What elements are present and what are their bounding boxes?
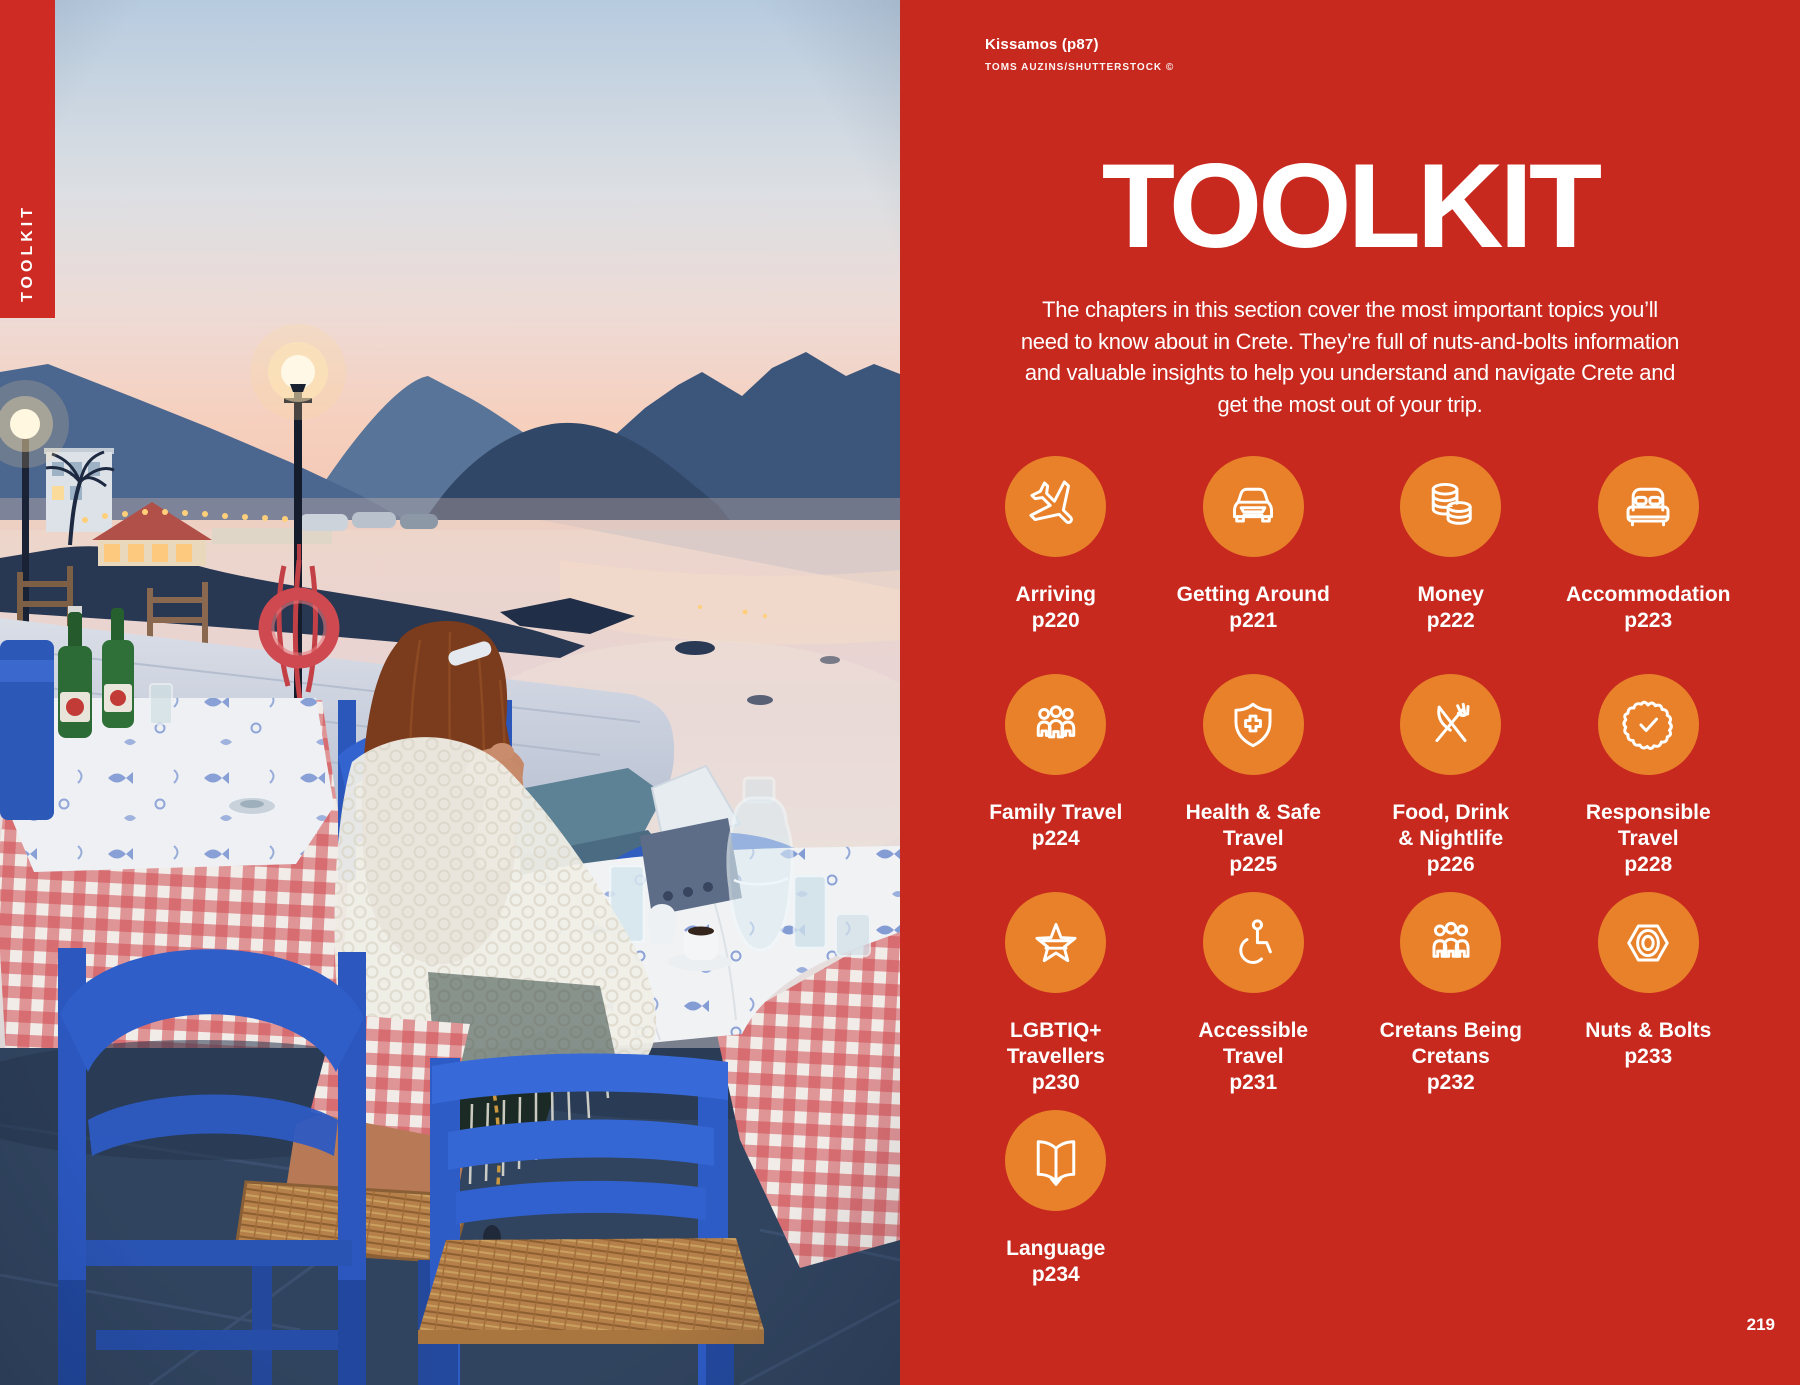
toolkit-item-label-line: p233 xyxy=(1624,1045,1673,1068)
toolkit-item-label-line: Nuts & Bolts xyxy=(1585,1019,1712,1042)
toolkit-item-label-line: Arriving xyxy=(1015,583,1096,606)
toolkit-item-circle xyxy=(1005,892,1106,993)
toolkit-item-label-line: Travel xyxy=(1617,827,1679,850)
toolkit-item-label-line: Cretans xyxy=(1411,1045,1490,1068)
toolkit-item[interactable] xyxy=(1352,456,1550,674)
toolkit-item-circle xyxy=(1400,674,1501,775)
toolkit-item-circle xyxy=(1203,892,1304,993)
toolkit-item-label-line: Accommodation xyxy=(1565,583,1731,606)
toolkit-item-label xyxy=(1380,1018,1522,1096)
toolkit-item-label-line: p222 xyxy=(1426,609,1475,632)
toolkit-item-label-line: Travel xyxy=(1222,827,1284,850)
toolkit-item-label-line: p223 xyxy=(1624,609,1673,632)
toolkit-item-circle xyxy=(1598,456,1699,557)
toolkit-item[interactable] xyxy=(1155,892,1353,1110)
photo-credit-title: Kissamos (p87) xyxy=(985,36,1099,53)
toolkit-item-label-line: Getting Around xyxy=(1176,583,1330,606)
food-drink-icon xyxy=(1414,688,1488,762)
toolkit-item-label-line: p230 xyxy=(1031,1071,1080,1094)
toolkit-item-label-line: Cretans Being xyxy=(1379,1019,1522,1042)
toolkit-item-label xyxy=(1585,1018,1711,1070)
chapter-side-tab-label: TOOLKIT xyxy=(18,204,36,302)
chapter-side-tab[interactable] xyxy=(0,0,55,318)
toolkit-item-circle xyxy=(1005,674,1106,775)
coins-icon xyxy=(1414,470,1488,544)
toolkit-item[interactable] xyxy=(957,1110,1155,1328)
toolkit-item-label-line: Family Travel xyxy=(989,801,1123,824)
toolkit-item-label-line: Travellers xyxy=(1006,1045,1105,1068)
toolkit-item[interactable] xyxy=(957,674,1155,892)
toolkit-item-label-line: p226 xyxy=(1426,853,1475,876)
toolkit-item-label-line: Accessible xyxy=(1198,1019,1309,1042)
toolkit-item-label xyxy=(1417,582,1484,634)
plane-icon xyxy=(1019,470,1093,544)
toolkit-item-label-line: p221 xyxy=(1229,609,1278,632)
toolkit-item[interactable] xyxy=(957,892,1155,1110)
toolkit-item-label-line: Money xyxy=(1417,583,1484,606)
toolkit-item-label-line: p220 xyxy=(1031,609,1080,632)
cretans-people-icon xyxy=(1414,906,1488,980)
toolkit-item-circle xyxy=(1400,456,1501,557)
car-icon xyxy=(1216,470,1290,544)
toolkit-item-label xyxy=(1586,800,1711,878)
toolkit-item-label-line: & Nightlife xyxy=(1398,827,1504,850)
toolkit-item-label-line: p234 xyxy=(1031,1263,1080,1286)
toolkit-item[interactable] xyxy=(1155,674,1353,892)
toolkit-item-label-line: Health & Safe xyxy=(1185,801,1321,824)
intro-line: and valuable insights to help you understand and navigate Crete and xyxy=(1024,360,1676,385)
photo-credit xyxy=(985,36,1174,73)
photo-credit-attribution: TOMS AUZINS/SHUTTERSTOCK © xyxy=(985,62,1175,73)
toolkit-item-circle xyxy=(1203,456,1304,557)
section-intro xyxy=(900,294,1800,420)
language-book-icon xyxy=(1019,1124,1093,1198)
toolkit-item-label xyxy=(1006,1236,1105,1288)
toolkit-item-label xyxy=(1566,582,1731,634)
accessible-icon xyxy=(1216,906,1290,980)
toolkit-item[interactable] xyxy=(1155,456,1353,674)
toolkit-item-label xyxy=(1186,800,1321,878)
toolkit-item-circle xyxy=(1203,674,1304,775)
family-icon xyxy=(1019,688,1093,762)
toolkit-item-label-line: p225 xyxy=(1229,853,1278,876)
bed-icon xyxy=(1611,470,1685,544)
toolkit-item-label xyxy=(1392,800,1509,878)
section-title: TOOLKIT xyxy=(1101,139,1599,273)
page-number: 219 xyxy=(1746,1315,1775,1334)
toolkit-item-circle xyxy=(1400,892,1501,993)
toolkit-item[interactable] xyxy=(1352,892,1550,1110)
health-shield-icon xyxy=(1216,688,1290,762)
toolkit-grid xyxy=(957,456,1747,1328)
toolkit-item-label-line: p232 xyxy=(1426,1071,1475,1094)
toolkit-panel xyxy=(900,0,1800,1385)
toolkit-item[interactable] xyxy=(957,456,1155,674)
toolkit-item[interactable] xyxy=(1550,674,1748,892)
toolkit-item-label-line: Responsible xyxy=(1585,801,1711,824)
toolkit-item-circle xyxy=(1005,1110,1106,1211)
toolkit-item-circle xyxy=(1598,674,1699,775)
toolkit-item[interactable] xyxy=(1550,892,1748,1110)
nut-bolt-icon xyxy=(1611,906,1685,980)
intro-line: The chapters in this section cover the most important topics you’ll xyxy=(1042,297,1658,322)
toolkit-item[interactable] xyxy=(1550,456,1748,674)
lgbtiq-star-icon xyxy=(1019,906,1093,980)
toolkit-item-label-line: Language xyxy=(1006,1237,1106,1260)
toolkit-item-label-line: Travel xyxy=(1222,1045,1284,1068)
toolkit-item-label-line: Food, Drink xyxy=(1392,801,1510,824)
toolkit-item-label-line: LGBTIQ+ xyxy=(1009,1019,1102,1042)
toolkit-item-label-line: p224 xyxy=(1031,827,1080,850)
toolkit-item-label xyxy=(1198,1018,1308,1096)
toolkit-item-label xyxy=(1007,1018,1105,1096)
toolkit-item[interactable] xyxy=(1352,674,1550,892)
intro-line: get the most out of your trip. xyxy=(1217,391,1483,417)
toolkit-item-label-line: p231 xyxy=(1229,1071,1278,1094)
toolkit-item-circle xyxy=(1005,456,1106,557)
intro-line: need to know about in Crete. They’re full of nuts-and-bolts information xyxy=(1020,328,1680,354)
toolkit-item-label-line: p228 xyxy=(1624,853,1673,876)
toolkit-item-label xyxy=(1015,582,1096,634)
toolkit-item-circle xyxy=(1598,892,1699,993)
responsible-badge-icon xyxy=(1611,688,1685,762)
toolkit-item-label xyxy=(1177,582,1330,634)
toolkit-item-label xyxy=(989,800,1122,852)
